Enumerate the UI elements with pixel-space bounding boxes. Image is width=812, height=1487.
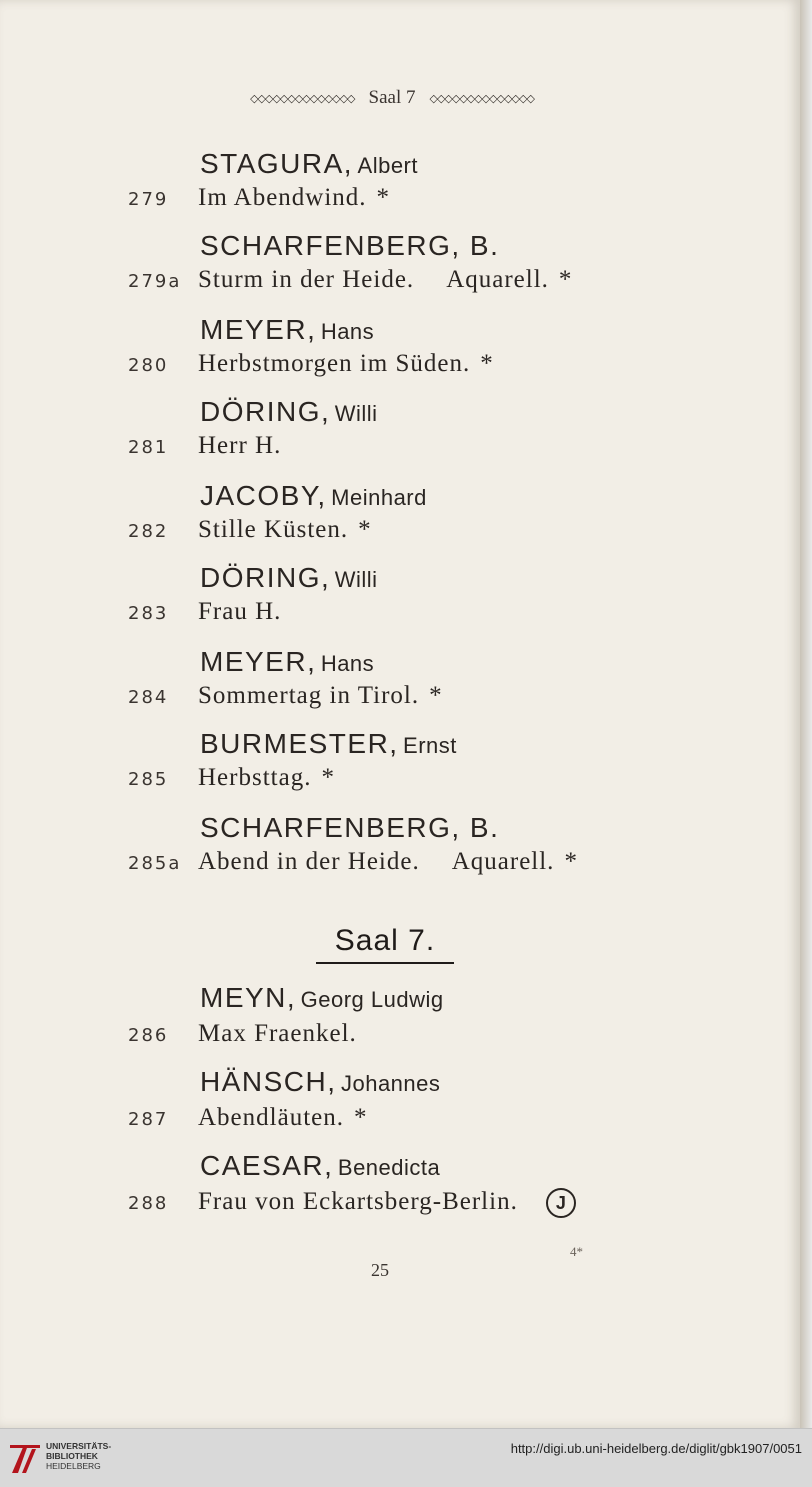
source-url-link[interactable]: http://digi.ub.uni-heidelberg.de/diglit/gbk1907/0051: [510, 1441, 802, 1456]
entry-number: 279: [128, 189, 169, 210]
artist-name: JACOBY, Meinhard: [200, 480, 427, 511]
entry-medium: Aquarell.: [446, 266, 549, 293]
entry-title: Stille Küsten.: [198, 516, 349, 543]
artist-name: DÖRING, Willi: [200, 562, 378, 593]
entry-number: 287: [128, 1109, 169, 1130]
entry-number: 285: [128, 769, 169, 790]
entry-number: 284: [128, 687, 169, 708]
catalogue-entry: [128, 184, 389, 212]
entry-title: Herr H.: [198, 432, 282, 459]
catalogue-entry: [128, 682, 442, 710]
running-head: [116, 84, 668, 112]
asterisk-mark: *: [429, 682, 442, 709]
page-edge: [800, 0, 812, 1428]
asterisk-mark: *: [358, 516, 371, 543]
artist-name: MEYER, Hans: [200, 314, 375, 345]
artist-name: DÖRING, Willi: [200, 396, 378, 427]
catalogue-entry: [128, 598, 281, 626]
artist-name: CAESAR, Benedicta: [200, 1150, 441, 1181]
artist-name: BURMESTER, Ernst: [200, 728, 457, 759]
entry-title: Sommertag in Tirol.: [198, 682, 420, 709]
catalogue-entry: [128, 432, 281, 460]
catalogue-entry: [128, 350, 493, 378]
entry-title: Abend in der Heide.: [198, 848, 420, 875]
section-underline: [316, 962, 454, 964]
entry-number: 285a: [128, 853, 182, 874]
catalogue-entry: [128, 1188, 576, 1218]
artist-name: STAGURA, Albert: [200, 148, 418, 179]
page-number: 25: [371, 1260, 389, 1280]
catalogue-entry: [128, 764, 334, 792]
entry-number: 283: [128, 603, 169, 624]
running-head-title: Saal 7: [368, 87, 416, 108]
entry-title: Herbsttag.: [198, 764, 312, 791]
catalogue-entry: [128, 266, 571, 294]
artist-name: HÄNSCH, Johannes: [200, 1066, 441, 1097]
asterisk-mark: *: [321, 764, 334, 791]
entry-number: 282: [128, 521, 169, 542]
entry-title: Herbstmorgen im Süden.: [198, 350, 471, 377]
entry-title: Sturm in der Heide.: [198, 266, 415, 293]
viewer-footer: [0, 1428, 812, 1487]
entry-number: 280: [128, 355, 169, 376]
catalogue-entry: [128, 516, 371, 544]
asterisk-mark: *: [558, 266, 572, 293]
entry-title: Abendläuten.: [198, 1104, 344, 1131]
artist-name: SCHARFENBERG, B.: [200, 230, 500, 261]
ornament-left: ◇◇◇◇◇◇◇◇◇◇◇◇◇◇: [250, 91, 355, 105]
entry-number: 288: [128, 1193, 169, 1214]
catalogue-entry: [128, 1104, 366, 1132]
entry-title: Im Abendwind.: [198, 184, 367, 211]
asterisk-mark: *: [353, 1104, 367, 1131]
catalogue-entry: [128, 848, 577, 876]
section-heading: Saal 7.: [334, 924, 436, 957]
entry-title: Max Fraenkel.: [198, 1020, 357, 1047]
asterisk-mark: *: [564, 848, 577, 875]
artist-name: SCHARFENBERG, B.: [200, 812, 500, 843]
ornament-right: ◇◇◇◇◇◇◇◇◇◇◇◇◇◇: [429, 91, 534, 105]
entry-title: Frau von Eckartsberg-Berlin.: [198, 1188, 518, 1215]
library-name: UNIVERSITÄTS- BIBLIOTHEK HEIDELBERG: [46, 1441, 112, 1471]
catalogue-entry: [128, 1020, 357, 1048]
artist-name: MEYN, Georg Ludwig: [200, 982, 444, 1013]
asterisk-mark: *: [480, 350, 493, 377]
asterisk-mark: *: [376, 184, 390, 211]
entry-medium: Aquarell.: [451, 848, 555, 875]
library-logo-icon: [8, 1437, 42, 1477]
entry-number: 281: [128, 437, 169, 458]
entry-title: Frau H.: [198, 598, 282, 625]
artist-name: MEYER, Hans: [200, 646, 375, 677]
entry-number: 279a: [128, 271, 182, 292]
signature-mark: 4*: [570, 1244, 583, 1259]
entry-number: 286: [128, 1025, 169, 1046]
jury-badge-icon: J: [546, 1188, 576, 1218]
